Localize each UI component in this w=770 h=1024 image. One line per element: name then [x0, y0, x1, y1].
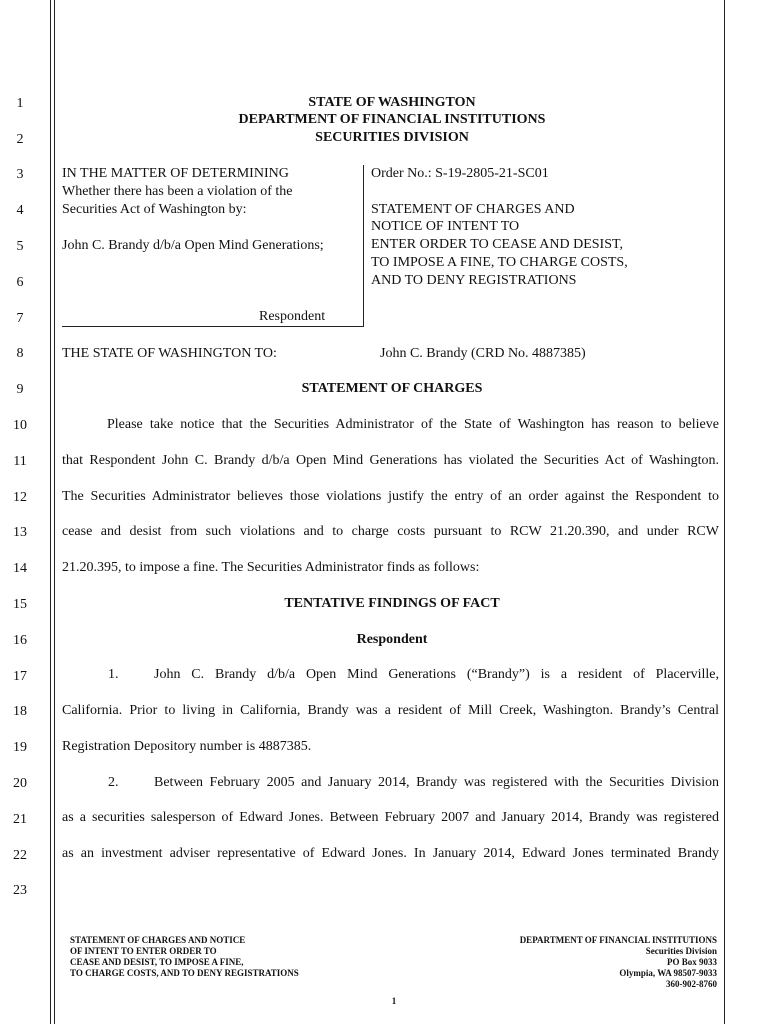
finding-2-line: as an investment adviser representative of Edward Jones. In January 2014, Edward Jones terminated Brandy — [62, 846, 719, 861]
line-number: 19 — [13, 740, 27, 755]
line-number: 1 — [16, 96, 24, 111]
line-number: 7 — [16, 311, 24, 326]
left-margin-rule-outer — [50, 0, 51, 1024]
right-margin-rule — [724, 0, 725, 1024]
left-margin-rule-inner — [54, 0, 55, 1024]
line-number: 22 — [13, 848, 27, 863]
order-title-line3: ENTER ORDER TO CEASE AND DESIST, — [371, 237, 624, 252]
heading-respondent: Respondent — [356, 632, 428, 647]
line-number: 5 — [16, 239, 24, 254]
paragraph-intro-line: The Securities Administrator believes those violations justify the entry of an order against the Respondent to — [62, 489, 719, 504]
line-number: 13 — [13, 525, 27, 540]
paragraph-intro-line: that Respondent John C. Brandy d/b/a Open Mind Generations has violated the Securities Act of Washington. — [62, 453, 719, 468]
finding-2-line: as a securities salesperson of Edward Jones. Between February 2007 and January 2014, Brandy was registered — [62, 810, 719, 825]
line-number: 18 — [13, 704, 27, 719]
line-number: 2 — [16, 132, 24, 147]
footer-right-line2: Securities Division — [645, 946, 717, 956]
header-division: SECURITIES DIVISION — [315, 130, 469, 145]
order-title-line2: NOTICE OF INTENT TO — [371, 219, 520, 234]
footer-right-line4: Olympia, WA 98507-9033 — [619, 968, 717, 978]
page-number: 1 — [391, 996, 397, 1006]
paragraph-intro-line: cease and desist from such violations and to charge costs pursuant to RCW 21.20.390, and under RCW — [62, 524, 719, 539]
line-number: 16 — [13, 633, 27, 648]
finding-2-number: 2. — [108, 775, 119, 790]
caption-divider-vertical — [363, 165, 364, 326]
footer-left-line2: OF INTENT TO ENTER ORDER TO — [70, 946, 217, 956]
footer-left-line1: STATEMENT OF CHARGES AND NOTICE — [70, 935, 246, 945]
order-title-line4: TO IMPOSE A FINE, TO CHARGE COSTS, — [371, 255, 628, 270]
finding-1-line: John C. Brandy d/b/a Open Mind Generations (“Brandy”) is a resident of Placerville, — [154, 667, 719, 682]
paragraph-intro-line: 21.20.395, to impose a fine. The Securities Administrator finds as follows: — [62, 560, 480, 575]
line-number: 21 — [13, 812, 27, 827]
order-number: Order No.: S-19-2805-21-SC01 — [371, 166, 549, 181]
caption-whether-line1: Whether there has been a violation of the — [62, 184, 293, 199]
footer-right-line1: DEPARTMENT OF FINANCIAL INSTITUTIONS — [519, 935, 717, 945]
finding-1-number: 1. — [108, 667, 119, 682]
line-number: 11 — [13, 454, 27, 469]
footer-right-line3: PO Box 9033 — [666, 957, 717, 967]
order-title-line1: STATEMENT OF CHARGES AND — [371, 202, 575, 217]
addressee-recipient: John C. Brandy (CRD No. 4887385) — [380, 346, 586, 361]
line-number: 17 — [13, 669, 27, 684]
line-number: 6 — [16, 275, 24, 290]
paragraph-intro-line: Please take notice that the Securities Administrator of the State of Washington has reason to believe — [107, 417, 719, 432]
footer-left-line4: TO CHARGE COSTS, AND TO DENY REGISTRATIONS — [70, 968, 299, 978]
addressee-to: THE STATE OF WASHINGTON TO: — [62, 346, 277, 361]
finding-1-line: California. Prior to living in California, Brandy was a resident of Mill Creek, Washington. Brandy’s Central — [62, 703, 719, 718]
line-number: 15 — [13, 597, 27, 612]
footer-left-line3: CEASE AND DESIST, TO IMPOSE A FINE, — [70, 957, 244, 967]
caption-divider-horizontal — [62, 326, 364, 327]
line-number: 14 — [13, 561, 27, 576]
header-department: DEPARTMENT OF FINANCIAL INSTITUTIONS — [238, 112, 546, 127]
finding-2-line: Between February 2005 and January 2014, Brandy was registered with the Securities Division — [154, 775, 719, 790]
finding-1-line: Registration Depository number is 4887385. — [62, 739, 312, 754]
line-number: 3 — [16, 167, 24, 182]
line-number: 10 — [13, 418, 27, 433]
heading-statement-of-charges: STATEMENT OF CHARGES — [301, 381, 483, 396]
caption-matter: IN THE MATTER OF DETERMINING — [62, 166, 289, 181]
heading-tentative-findings: TENTATIVE FINDINGS OF FACT — [284, 596, 500, 611]
line-number: 4 — [16, 203, 24, 218]
line-number: 9 — [16, 382, 24, 397]
footer-right-line5: 360-902-8760 — [666, 979, 717, 989]
caption-respondent-label: Respondent — [259, 309, 326, 324]
header-state: STATE OF WASHINGTON — [308, 95, 476, 110]
line-number: 8 — [16, 346, 24, 361]
caption-whether-line2: Securities Act of Washington by: — [62, 202, 247, 217]
line-number: 12 — [13, 490, 27, 505]
line-number: 20 — [13, 776, 27, 791]
line-number: 23 — [13, 883, 27, 898]
caption-respondent-name: John C. Brandy d/b/a Open Mind Generations; — [62, 238, 324, 253]
order-title-line5: AND TO DENY REGISTRATIONS — [371, 273, 577, 288]
